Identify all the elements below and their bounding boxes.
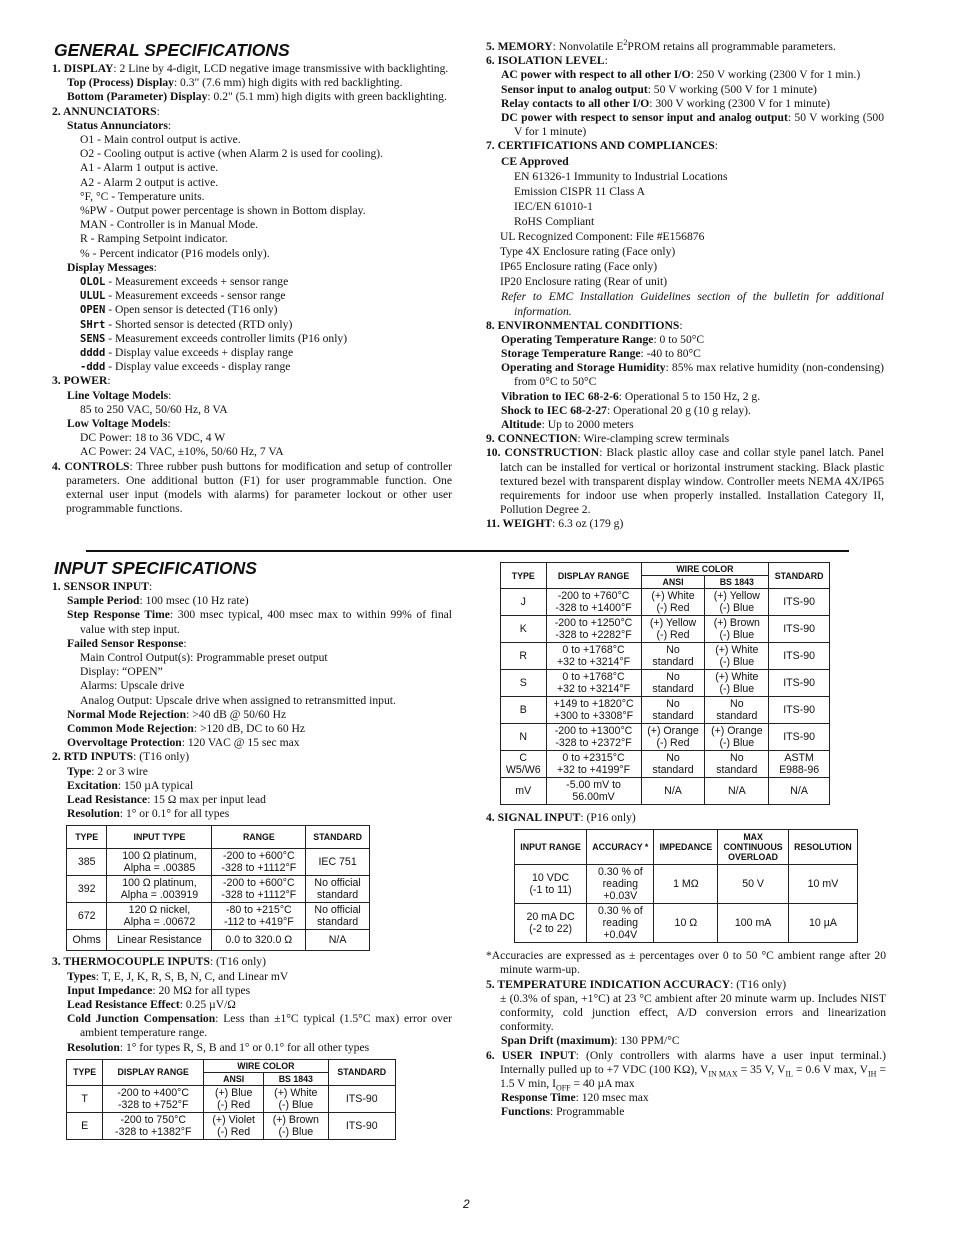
rtd-header: TYPE <box>67 826 107 849</box>
tc-cell: ITS-90 <box>769 643 830 670</box>
rtd-table-row <box>67 903 370 930</box>
environment-item-label: Vibration to IEC 68-2-6 <box>501 389 619 403</box>
signal-cell: 20 mA DC (-2 to 22) <box>515 904 587 943</box>
emc-note: Refer to EMC Installation Guidelines section of the bulletin for additional information. <box>501 289 884 318</box>
display-message-item <box>52 303 452 317</box>
status-annunciator-item: %PW - Output power percentage is shown in Bottom display. <box>80 204 366 218</box>
status-annunciator-list <box>52 133 452 261</box>
temp-accuracy-heading: 5. TEMPERATURE INDICATION ACCURACY: (T16 only) <box>486 977 787 991</box>
signal-header: MAX CONTINUOUS OVERLOAD <box>718 830 789 865</box>
rtd-cell: No official standard <box>306 876 370 903</box>
isolation-item-label: AC power with respect to all other I/O <box>501 68 691 82</box>
signal-header: IMPEDANCE <box>654 830 718 865</box>
tc-cell: 0 to +2315°C +32 to +4199°F <box>546 751 641 778</box>
tc-cell: N/A <box>641 778 705 805</box>
lcd-code: SHrt <box>80 318 106 331</box>
rtd-cell: 392 <box>67 876 107 903</box>
isolation-item-value: : 300 V working (2300 V for 1 minute) <box>649 96 831 110</box>
top-display-spec: Top (Process) Display: 0.3" (7.6 mm) high digits with red backlighting. <box>67 76 403 90</box>
rtd-resolution: Resolution: 1° or 0.1° for all types <box>67 807 230 821</box>
isolation-item-value: : 250 V working (2300 V for 1 min.) <box>690 68 861 82</box>
rtd-cell: Linear Resistance <box>107 930 212 951</box>
signal-header: INPUT RANGE <box>515 830 587 865</box>
tc-cell: ITS-90 <box>769 724 830 751</box>
tc-header-type: TYPE <box>501 563 547 589</box>
line-voltage-heading: Line Voltage Models: <box>67 388 172 402</box>
failed-sensor-item: Analog Output: Upscale drive when assigned to retransmitted input. <box>80 693 396 707</box>
tc-cell: ITS-90 <box>328 1085 395 1112</box>
input-spec-title: INPUT SPECIFICATIONS <box>54 558 257 578</box>
environment-item-value: : Operational 5 to 150 Hz, 2 g. <box>618 389 761 403</box>
tc-table-row <box>501 616 830 643</box>
user-input-spec: 6. USER INPUT: (Only controllers with alarms have a user input terminal.) Internally pulled up to +7 VDC (100 KΩ), $V_{IN MAX} = 35$ V, $V_{IL} = 0.6$ V max, $V_{IH} = 1.5$ V min, $I_{OFF} = 40$ µA max <box>486 1048 886 1093</box>
environment-item <box>486 361 884 389</box>
signal-input-table <box>514 829 858 943</box>
environment-item <box>486 390 884 404</box>
rtd-lead-resistance: Lead Resistance: 15 Ω max per input lead <box>67 793 266 807</box>
environment-item-label: Operating and Storage Humidity <box>501 361 666 375</box>
tc-cell: (+) Yellow (-) Red <box>641 616 705 643</box>
tc-cell: S <box>501 670 547 697</box>
tc-table-row <box>501 589 830 616</box>
tc-cell: 0 to +1768°C +32 to +3214°F <box>546 670 641 697</box>
display-message-item <box>52 318 452 332</box>
rtd-cell: IEC 751 <box>306 849 370 876</box>
tc-cell: ITS-90 <box>769 589 830 616</box>
signal-cell: 1 MΩ <box>654 865 718 904</box>
tc-cell: ITS-90 <box>328 1112 395 1139</box>
ce-item: IEC/EN 61010-1 <box>514 199 593 213</box>
response-time: Response Time: 120 msec max <box>501 1091 649 1105</box>
tc-cell: N <box>501 724 547 751</box>
input-left-column <box>52 558 452 1140</box>
rtd-table <box>66 825 370 951</box>
low-voltage-dc: DC Power: 18 to 36 VDC, 4 W <box>80 431 226 445</box>
temp-accuracy-text: ± (0.3% of span, +1°C) at 23 °C ambient after 20 minute warm up. Includes NIST conformity, cold junction effect, A/D conversion errors and linearization conformity. <box>500 991 886 1034</box>
power-heading: 3. POWER: <box>52 374 111 388</box>
ce-approved-heading: CE Approved <box>501 154 569 168</box>
tc-cell: No standard <box>705 697 769 724</box>
rtd-header: INPUT TYPE <box>107 826 212 849</box>
isolation-item-label: Sensor input to analog output <box>501 82 648 96</box>
tc-cell: (+) Orange (-) Blue <box>705 724 769 751</box>
step-response: Step Response Time: 300 msec typical, 400 msec max to within 99% of final value with step input. <box>67 608 452 636</box>
tc-header-row <box>67 1059 396 1072</box>
environment-item-label: Storage Temperature Range <box>501 347 641 361</box>
tc-header-ansi: ANSI <box>204 1072 264 1085</box>
tc-cell: N/A <box>705 778 769 805</box>
rtd-cell: 672 <box>67 903 107 930</box>
thermocouple-table-right <box>500 562 830 805</box>
annunciators-heading: 2. ANNUNCIATORS: <box>52 104 160 118</box>
tc-cell: No standard <box>641 697 705 724</box>
span-drift: Span Drift (maximum): 130 PPM/°C <box>501 1034 680 1048</box>
display-message-item <box>52 360 452 374</box>
signal-table-row <box>515 865 858 904</box>
signal-cell: 0.30 % of reading +0.04V <box>587 904 654 943</box>
rtd-type: Type: 2 or 3 wire <box>67 764 148 778</box>
ce-item: RoHS Compliant <box>514 214 595 228</box>
display-messages-heading: Display Messages: <box>67 260 157 274</box>
tc-cell: -200 to 750°C -328 to +1382°F <box>103 1112 204 1139</box>
display-message-list <box>52 275 452 374</box>
tc-header-standard: STANDARD <box>328 1059 395 1085</box>
signal-table-row <box>515 904 858 943</box>
tc-resolution: Resolution: 1° for types R, S, B and 1° or 0.1° for all other types <box>67 1040 370 1054</box>
display-spec: 1. DISPLAY: 2 Line by 4-digit, LCD negative image transmissive with backlighting. <box>52 62 449 75</box>
tc-header-range: DISPLAY RANGE <box>546 563 641 589</box>
tc-table-row <box>501 778 830 805</box>
lcd-code: ULUL <box>80 290 106 303</box>
display-message-item <box>52 346 452 360</box>
environment-item-value: : 85% max relative humidity (non-condensing) from 0°C to 50°C <box>514 361 884 389</box>
tc-lead-effect: Lead Resistance Effect: 0.25 µV/Ω <box>67 998 236 1012</box>
rtd-heading: 2. RTD INPUTS: (T16 only) <box>52 750 190 764</box>
tc-table-row <box>501 697 830 724</box>
isolation-heading: 6. ISOLATION LEVEL: <box>486 54 608 68</box>
signal-cell: 100 mA <box>718 904 789 943</box>
tc-header-standard: STANDARD <box>769 563 830 589</box>
rtd-cell: 120 Ω nickel, Alpha = .00672 <box>107 903 212 930</box>
tc-table-row <box>501 670 830 697</box>
line-voltage-spec: 85 to 250 VAC, 50/60 Hz, 8 VA <box>80 402 228 416</box>
tc-cell: C W5/W6 <box>501 751 547 778</box>
tc-cell: +149 to +1820°C +300 to +3308°F <box>546 697 641 724</box>
tc-cell: -200 to +400°C -328 to +752°F <box>103 1085 204 1112</box>
status-annunciator-item: R - Ramping Setpoint indicator. <box>80 232 228 246</box>
tc-cell: T <box>67 1085 103 1112</box>
connection-spec: 9. CONNECTION: Wire-clamping screw terminals <box>486 432 730 446</box>
signal-cell: 10 VDC (-1 to 11) <box>515 865 587 904</box>
tc-cjc: Cold Junction Compensation: Less than ±1°C typical (1.5°C max) error over ambient temperature range. <box>67 1012 452 1040</box>
environment-item <box>486 418 884 432</box>
status-annunciator-item: A1 - Alarm 1 output is active. <box>80 161 219 175</box>
input-right-column <box>486 562 886 1120</box>
status-annunciator-item: A2 - Alarm 2 output is active. <box>80 175 219 189</box>
tc-table-row <box>501 724 830 751</box>
environment-item-value: : Up to 2000 meters <box>541 418 634 432</box>
tc-cell: B <box>501 697 547 724</box>
tc-cell: ITS-90 <box>769 697 830 724</box>
isolation-item-label: DC power with respect to sensor input and analog output <box>501 111 788 125</box>
display-message-text: - Display value exceeds - display range <box>105 360 291 374</box>
rtd-header: RANGE <box>212 826 306 849</box>
isolation-item <box>486 83 884 97</box>
rtd-cell: No official standard <box>306 903 370 930</box>
isolation-list <box>486 68 884 139</box>
failed-sensor-item: Display: “OPEN” <box>80 665 163 679</box>
tc-cell: mV <box>501 778 547 805</box>
cert-item: IP65 Enclosure rating (Face only) <box>500 259 658 273</box>
isolation-item-value: : 50 V working (500 V for 1 minute) <box>647 82 817 96</box>
status-annunciator-item: °F, °C - Temperature units. <box>80 189 205 203</box>
sample-period: Sample Period: 100 msec (10 Hz rate) <box>67 594 249 608</box>
common-mode-rejection: Common Mode Rejection: >120 dB, DC to 60 Hz <box>67 722 306 736</box>
rtd-cell: 0.0 to 320.0 Ω <box>212 930 306 951</box>
display-message-text: - Measurement exceeds controller limits (P16 only) <box>105 331 348 345</box>
tc-cell: No standard <box>641 643 705 670</box>
tc-cell: ASTM E988-96 <box>769 751 830 778</box>
tc-table-row <box>501 751 830 778</box>
tc-cell: (+) Brown (-) Blue <box>264 1112 328 1139</box>
environment-list <box>486 333 884 432</box>
isolation-item <box>486 97 884 111</box>
weight-spec: 11. WEIGHT: 6.3 oz (179 g) <box>486 517 624 531</box>
normal-mode-rejection: Normal Mode Rejection: >40 dB @ 50/60 Hz <box>67 707 287 721</box>
tc-header-type: TYPE <box>67 1059 103 1085</box>
cert-item: IP20 Enclosure rating (Rear of unit) <box>500 274 668 288</box>
tc-cell: E <box>67 1112 103 1139</box>
status-annunciator-item: % - Percent indicator (P16 models only). <box>80 246 270 260</box>
tc-types: Types: T, E, J, K, R, S, B, N, C, and Linear mV <box>67 969 289 983</box>
general-left-column <box>52 40 452 517</box>
status-annunciators-heading: Status Annunciators: <box>67 118 172 132</box>
isolation-item <box>486 111 884 139</box>
tc-header-range: DISPLAY RANGE <box>103 1059 204 1085</box>
construction-spec: 10. CONSTRUCTION: Black plastic alloy case and collar style panel latch. Panel latch can be installed for vertical or horizontal instrument stacking. Black plastic textured bezel with transparent display window. Controller meets NEMA 4X/IP65 requirements for indoor use when properly installed. Installation Category II, Pollution Degree 2. <box>486 446 885 517</box>
rtd-excitation: Excitation: 150 µA typical <box>67 778 194 792</box>
signal-cell: 10 µA <box>788 904 857 943</box>
failed-sensor-item: Alarms: Upscale drive <box>80 679 185 693</box>
tc-table-row <box>501 643 830 670</box>
low-voltage-heading: Low Voltage Models: <box>67 417 171 431</box>
display-message-text: - Measurement exceeds + sensor range <box>105 275 289 289</box>
tc-cell: K <box>501 616 547 643</box>
tc-cell: (+) White (-) Red <box>641 589 705 616</box>
tc-cell: (+) White (-) Blue <box>264 1085 328 1112</box>
tc-cell: J <box>501 589 547 616</box>
low-voltage-ac: AC Power: 24 VAC, ±10%, 50/60 Hz, 7 VA <box>80 445 284 459</box>
sensor-input-heading: 1. SENSOR INPUT: <box>52 580 153 593</box>
rtd-table-row <box>67 876 370 903</box>
environment-item-value: : -40 to 80°C <box>640 347 701 361</box>
tc-cell: (+) White (-) Blue <box>705 670 769 697</box>
ce-item: Emission CISPR 11 Class A <box>514 184 645 198</box>
environment-item <box>486 333 884 347</box>
memory-spec: 5. MEMORY: Nonvolatile $E^2PROM$ retains all programmable parameters. <box>486 38 836 53</box>
cert-other-list <box>486 229 884 289</box>
isolation-item-label: Relay contacts to all other I/O <box>501 96 650 110</box>
accuracy-footnote: *Accuracies are expressed as ± percentages over 0 to 50 °C ambient range after 20 minute warm-up. <box>486 949 886 977</box>
tc-header-wire: WIRE COLOR <box>204 1059 328 1072</box>
display-message-text: - Display value exceeds + display range <box>105 346 294 360</box>
environment-item-label: Altitude <box>501 418 542 432</box>
tc-cell: N/A <box>769 778 830 805</box>
signal-cell: 50 V <box>718 865 789 904</box>
rtd-cell: Ohms <box>67 930 107 951</box>
tc-cell: (+) Orange (-) Red <box>641 724 705 751</box>
rtd-cell: -200 to +600°C -328 to +1112°F <box>212 849 306 876</box>
tc-cell: No standard <box>641 751 705 778</box>
lcd-code: OPEN <box>80 304 106 317</box>
failed-sensor-heading: Failed Sensor Response: <box>67 636 187 650</box>
lcd-code: SENS <box>80 332 106 345</box>
status-annunciator-item: O2 - Cooling output is active (when Alarm 2 is used for cooling). <box>80 147 383 161</box>
controls-spec: 4. CONTROLS: Three rubber push buttons for modification and setup of controller parameters. One additional button (F1) for user programmable function. One external user input (models with alarms) for parameter lockout or other user programmable functions. <box>52 459 452 516</box>
functions: Functions: Programmable <box>501 1105 625 1119</box>
rtd-table-row <box>67 930 370 951</box>
tc-header-row <box>501 563 830 576</box>
tc-cell: 0 to +1768°C +32 to +3214°F <box>546 643 641 670</box>
rtd-cell: 385 <box>67 849 107 876</box>
signal-header: ACCURACY * <box>587 830 654 865</box>
rtd-cell: -80 to +215°C -112 to +419°F <box>212 903 306 930</box>
display-message-text: - Shorted sensor is detected (RTD only) <box>105 317 293 331</box>
thermocouple-heading: 3. THERMOCOUPLE INPUTS: (T16 only) <box>52 955 266 969</box>
tc-table-row <box>67 1112 396 1139</box>
signal-input-heading: 4. SIGNAL INPUT: (P16 only) <box>486 811 636 824</box>
environment-item <box>486 347 884 361</box>
tc-cell: No standard <box>705 751 769 778</box>
tc-cell: No standard <box>641 670 705 697</box>
cert-item: Type 4X Enclosure rating (Face only) <box>500 244 676 258</box>
tc-cell: -200 to +1300°C -328 to +2372°F <box>546 724 641 751</box>
general-spec-title: GENERAL SPECIFICATIONS <box>54 40 290 60</box>
display-message-item <box>52 289 452 303</box>
tc-header-ansi: ANSI <box>641 576 705 589</box>
tc-cell: (+) Brown (-) Blue <box>705 616 769 643</box>
failed-sensor-list <box>52 651 452 708</box>
thermocouple-table-left <box>66 1059 396 1140</box>
general-right-column <box>486 40 884 532</box>
lcd-code: dddd <box>80 347 106 360</box>
environment-item-value: : Operational 20 g (10 g relay). <box>606 403 751 417</box>
lcd-code: -ddd <box>80 361 106 374</box>
rtd-cell: 100 Ω platinum, Alpha = .00385 <box>107 849 212 876</box>
status-annunciator-item: O1 - Main control output is active. <box>80 133 241 147</box>
signal-cell: 10 mV <box>788 865 857 904</box>
rtd-header: STANDARD <box>306 826 370 849</box>
rtd-cell: 100 Ω platinum, Alpha = .003919 <box>107 876 212 903</box>
bottom-display-spec: Bottom (Parameter) Display: 0.2" (5.1 mm) high digits with green backlighting. <box>67 90 447 104</box>
environment-item-label: Operating Temperature Range <box>501 332 654 346</box>
environment-item-label: Shock to IEC 68-2-27 <box>501 403 607 417</box>
isolation-item-value: : 50 V working (500 V for 1 minute) <box>514 111 884 139</box>
ce-item: EN 61326-1 Immunity to Industrial Locations <box>514 169 728 183</box>
signal-cell: 0.30 % of reading +0.03V <box>587 865 654 904</box>
cert-item: UL Recognized Component: File #E156876 <box>500 229 705 243</box>
signal-header: RESOLUTION <box>788 830 857 865</box>
tc-table-row <box>67 1085 396 1112</box>
tc-cell: ITS-90 <box>769 616 830 643</box>
lcd-code: OLOL <box>80 276 106 289</box>
tc-cell: R <box>501 643 547 670</box>
tc-cell: -200 to +1250°C -328 to +2282°F <box>546 616 641 643</box>
tc-cell: -5.00 mV to 56.00mV <box>546 778 641 805</box>
certifications-heading: 7. CERTIFICATIONS AND COMPLIANCES: <box>486 139 718 153</box>
tc-cell: ITS-90 <box>769 670 830 697</box>
environment-heading: 8. ENVIRONMENTAL CONDITIONS: <box>486 318 683 332</box>
overvoltage-protection: Overvoltage Protection: 120 VAC @ 15 sec max <box>67 736 300 750</box>
tc-header-wire: WIRE COLOR <box>641 563 769 576</box>
tc-cell: (+) Violet (-) Red <box>204 1112 264 1139</box>
tc-header-bs: BS 1843 <box>705 576 769 589</box>
rtd-table-row <box>67 849 370 876</box>
environment-item-value: : 0 to 50°C <box>653 332 705 346</box>
page-number: 2 <box>463 1197 470 1211</box>
status-annunciator-item: MAN - Controller is in Manual Mode. <box>80 218 259 232</box>
tc-cell: (+) White (-) Blue <box>705 643 769 670</box>
rtd-cell: N/A <box>306 930 370 951</box>
failed-sensor-item: Main Control Output(s): Programmable preset output <box>80 651 328 665</box>
isolation-item <box>486 68 884 82</box>
display-message-item <box>52 332 452 346</box>
ce-list <box>486 169 884 229</box>
section-divider <box>86 550 849 552</box>
environment-item <box>486 404 884 418</box>
display-message-text: - Measurement exceeds - sensor range <box>105 289 286 303</box>
display-message-text: - Open sensor is detected (T16 only) <box>105 303 278 317</box>
tc-cell: -200 to +760°C -328 to +1400°F <box>546 589 641 616</box>
tc-impedance: Input Impedance: 20 MΩ for all types <box>67 983 251 997</box>
signal-cell: 10 Ω <box>654 904 718 943</box>
rtd-cell: -200 to +600°C -328 to +1112°F <box>212 876 306 903</box>
display-message-item <box>52 275 452 289</box>
tc-header-bs: BS 1843 <box>264 1072 328 1085</box>
tc-cell: (+) Yellow (-) Blue <box>705 589 769 616</box>
tc-cell: (+) Blue (-) Red <box>204 1085 264 1112</box>
